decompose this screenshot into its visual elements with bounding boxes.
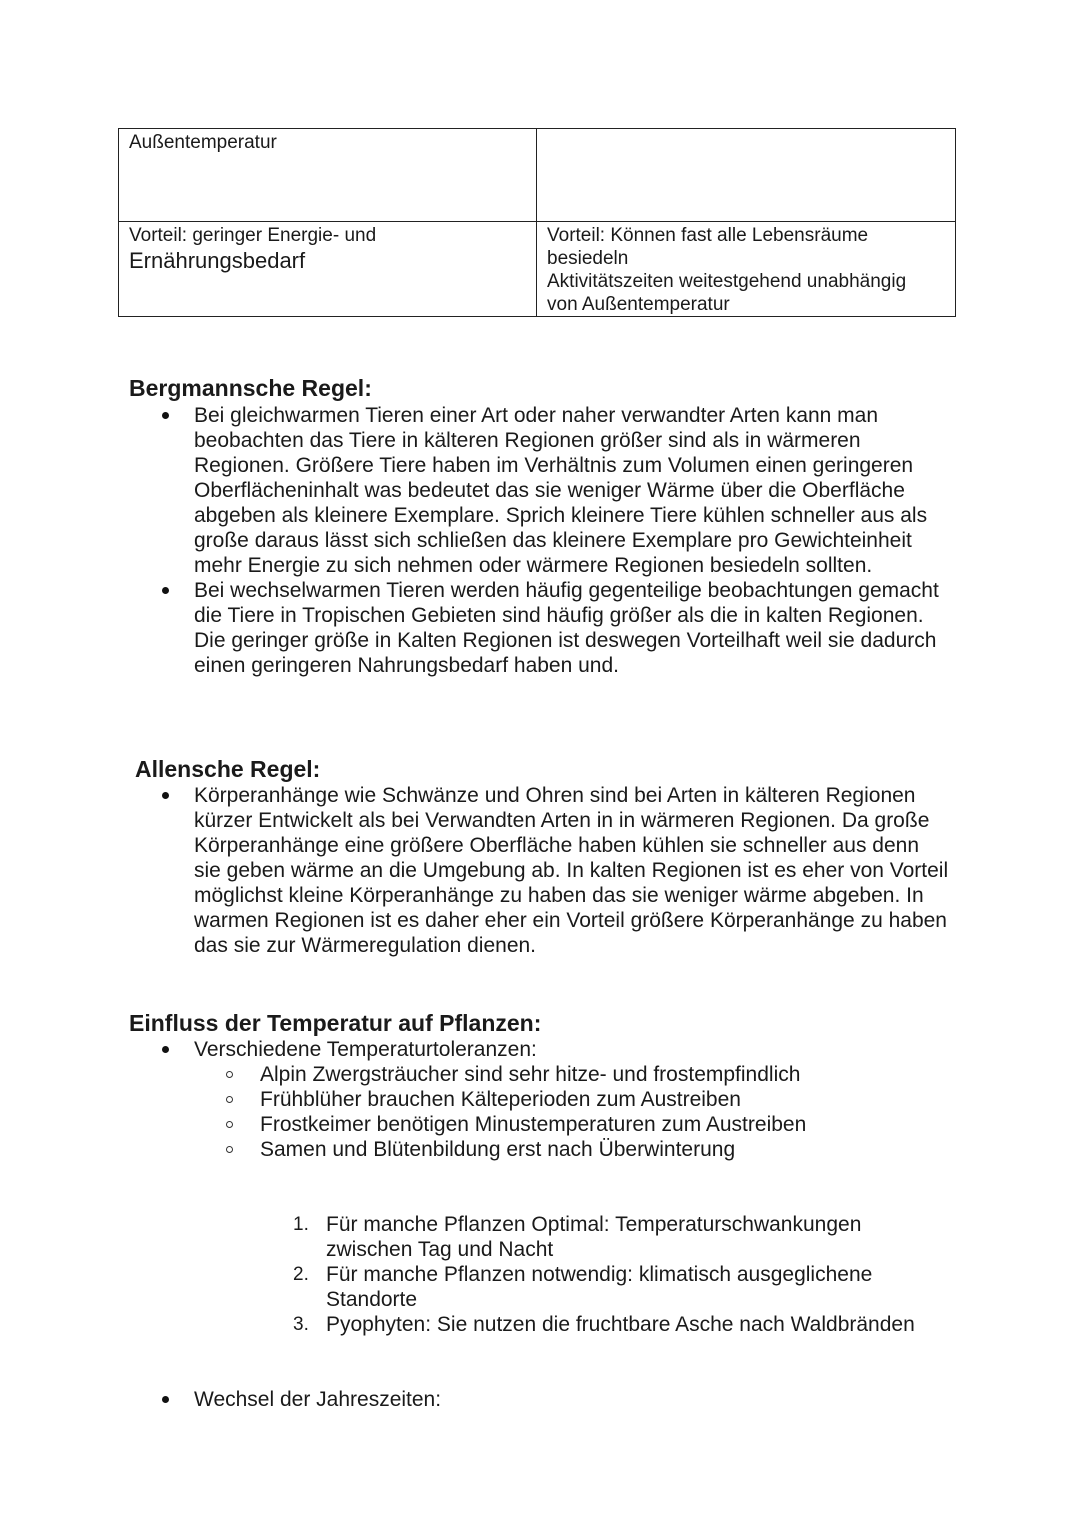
allen-list: [119, 783, 951, 958]
table-cell: [537, 222, 956, 317]
item-number: 3.: [293, 1314, 309, 1335]
numbered-item: [119, 1312, 919, 1337]
cell-text: von Außentemperatur: [547, 294, 730, 315]
list-item: Bei gleichwarmen Tieren einer Art oder naher verwandter Arten kann man beobachten das Tiere in kälteren Regionen größer sind als in wärmeren Regionen. Größere Tiere haben im Verhältnis zum Volumen einen geringeren Oberflächeninhalt was bedeutet das sie weniger Wärme über die Oberfläche abgeben als kleinere Exemplare. Sprich kleinere Tiere kühlen schneller aus als große daraus lässt sich schließen das kleinere Exemplare pro Gewichteinheit mehr Energie zu sich nehmen oder wärmere Regionen besiedeln sollten.: [119, 403, 959, 578]
item-text: Pyophyten: Sie nutzen die fruchtbare Asche nach Waldbränden: [326, 1313, 915, 1336]
table-cell: [537, 129, 956, 222]
numbered-item: [119, 1262, 919, 1312]
sub-list-item: Alpin Zwergsträucher sind sehr hitze- und frostempfindlich: [119, 1062, 959, 1087]
item-text: Für manche Pflanzen notwendig: klimatisch ausgeglichene Standorte: [326, 1263, 873, 1311]
list-item: Körperanhänge wie Schwänze und Ohren sind bei Arten in kälteren Regionen kürzer Entwickelt als bei Verwandten Arten in in wärmeren Regionen. Da große Körperanhänge eine größere Oberfläche haben kühlen sie schneller aus denn sie geben wärme an die Umgebung ab. In kalten Regionen ist es eher von Vorteil möglichst kleine Körperanhänge zu haben das sie weniger wärme abgeben. In warmen Regionen ist es daher eher ein Vorteil größere Körperanhänge zu haben das sie zur Wärmeregulation dienen.: [119, 783, 951, 958]
numbered-list: [119, 1212, 919, 1337]
sub-list-item: Samen und Blütenbildung erst nach Überwinterung: [119, 1137, 959, 1162]
pflanzen-list: [119, 1037, 959, 1062]
cell-text: Ernährungsbedarf: [129, 248, 306, 273]
table-cell: [119, 129, 537, 222]
item-text: Für manche Pflanzen Optimal: Temperaturschwankungen zwischen Tag und Nacht: [326, 1213, 862, 1261]
cell-text: Außentemperatur: [129, 132, 277, 153]
jahreszeiten-list: [119, 1387, 959, 1412]
cell-text: besiedeln: [547, 248, 629, 269]
item-number: 2.: [293, 1264, 309, 1285]
bergmann-list: [119, 403, 959, 678]
heading-pflanzen: Einfluss der Temperatur auf Pflanzen:: [129, 1010, 542, 1036]
numbered-item: [119, 1212, 919, 1262]
comparison-table: [118, 128, 956, 317]
list-item: Bei wechselwarmen Tieren werden häufig gegenteilige beobachtungen gemacht die Tiere in Tropischen Gebieten sind häufig größer als die in kalten Regionen. Die geringer größe in Kalten Regionen ist deswegen Vorteilhaft weil sie dadurch einen geringeren Nahrungsbedarf haben und.: [119, 578, 959, 678]
table-row: [119, 129, 956, 222]
cell-text: Vorteil: Können fast alle Lebensräume: [547, 225, 869, 246]
table-cell: [119, 222, 537, 317]
cell-text: Aktivitätszeiten weitestgehend unabhängig: [547, 271, 907, 292]
heading-allen: Allensche Regel:: [135, 756, 321, 782]
list-item: Wechsel der Jahreszeiten:: [119, 1387, 959, 1412]
sub-list-item: Frostkeimer benötigen Minustemperaturen zum Austreiben: [119, 1112, 959, 1137]
pflanzen-sublist: [119, 1062, 959, 1162]
table-row: [119, 222, 956, 317]
cell-text: Vorteil: geringer Energie- und: [129, 225, 377, 246]
sub-list-item: Frühblüher brauchen Kälteperioden zum Austreiben: [119, 1087, 959, 1112]
item-number: 1.: [293, 1214, 309, 1235]
list-item: Verschiedene Temperaturtoleranzen:: [119, 1037, 959, 1062]
heading-bergmann: Bergmannsche Regel:: [129, 375, 372, 401]
